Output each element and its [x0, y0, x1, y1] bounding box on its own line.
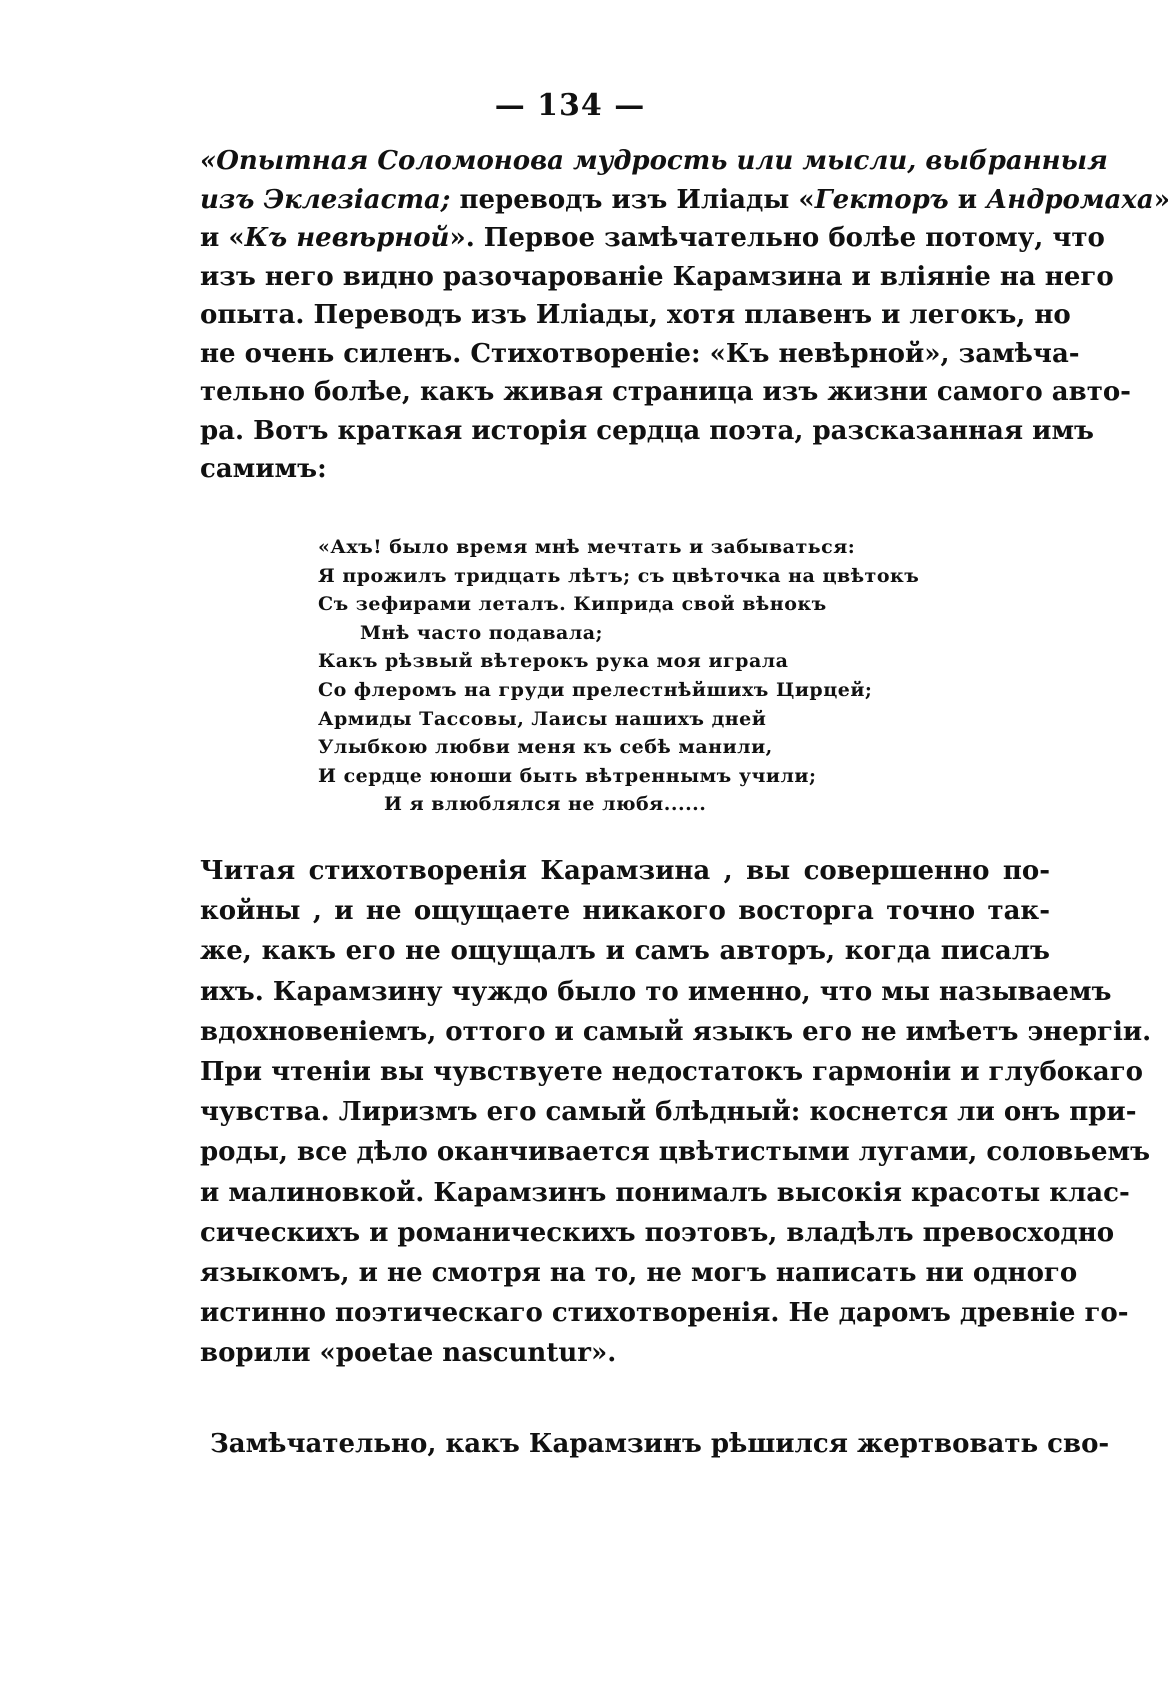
text-line: ихъ. Карамзину чуждо было то именно, что мы называемъ — [200, 976, 1112, 1007]
text-span: тельно болѣе, какъ живая страница изъ жизни самого авто- — [200, 377, 1131, 407]
text-line: сическихъ и романическихъ поэтовъ, владѣлъ превосходно — [200, 1217, 1115, 1248]
italic-title-text: изъ Эклезіаста; — [200, 184, 451, 215]
text-line: койны , и не ощущаете никакого восторга точно так- — [200, 896, 1050, 927]
text-line: же, какъ его не ощущалъ и самъ авторъ, когда писалъ — [200, 936, 1050, 967]
text-span: ра. Вотъ краткая исторія сердца поэта, разсказанная имъ — [200, 415, 1094, 446]
italic-title-text: Андромаха — [986, 184, 1154, 215]
text-line — [200, 453, 1050, 485]
text-line — [200, 299, 1071, 331]
verse-line: Улыбкою любви меня къ себѣ манили, — [318, 736, 773, 759]
text-line — [200, 222, 1105, 254]
verse-line: Какъ рѣзвый вѣтерокъ рука моя играла — [318, 650, 789, 673]
verse-line: «Ахъ! было время мнѣ мечтать и забываться: — [318, 536, 856, 558]
text-line: и малиновкой. Карамзинъ понималъ высокія красоты клас- — [200, 1177, 1130, 1208]
italic-title-text: Гекторъ — [814, 184, 949, 215]
verse-line: Армиды Тассовы, Лаисы нашихъ дней — [318, 707, 767, 730]
text-line: вдохновеніемъ, оттого и самый языкъ его не имѣетъ энергіи. — [200, 1016, 1152, 1047]
text-line: При чтеніи вы чувствуете недостатокъ гармоніи и глубокаго — [200, 1057, 1144, 1087]
text-span: опыта. Переводъ изъ Иліады, хотя плавенъ и легокъ, но — [200, 300, 1071, 330]
page-number: — 134 — — [494, 88, 646, 123]
text-span: не очень силенъ. Стихотвореніе: «Къ невѣрной», замѣча- — [200, 338, 1080, 369]
text-span: ». Первое замѣчательно болѣе потому, что — [449, 223, 1105, 253]
text-span: изъ него видно разочарованіе Карамзина и вліяніе на него — [200, 261, 1114, 292]
text-span: переводъ изъ Иліады « — [450, 184, 815, 215]
text-span: » — [1153, 184, 1170, 215]
text-span: и « — [200, 223, 245, 253]
text-line: Замѣчательно, какъ Карамзинъ рѣшился жертвовать сво- — [210, 1429, 1110, 1459]
text-span: самимъ: — [200, 454, 327, 484]
text-line: истинно поэтическаго стихотворенія. Не даромъ древніе го- — [200, 1298, 1129, 1329]
text-line — [200, 338, 1080, 370]
text-line — [200, 184, 1170, 216]
italic-title-text: «Опытная Соломонова мудрость или мысли, выбранныя — [200, 146, 1108, 176]
verse-line: Я прожилъ тридцать лѣтъ; съ цвѣточка на цвѣтокъ — [318, 564, 920, 587]
italic-title-text: Къ невѣрной — [244, 223, 450, 253]
text-line: языкомъ, и не смотря на то, не могъ написать ни одного — [200, 1258, 1078, 1288]
text-line — [200, 376, 1131, 408]
verse-line: И я влюблялся не любя...... — [384, 793, 707, 816]
text-span: и — [948, 184, 987, 215]
text-line — [200, 415, 1094, 447]
text-line: ворили «poetae nascuntur». — [200, 1338, 617, 1369]
verse-line: Мнѣ часто подавала; — [360, 621, 604, 644]
verse-line: Съ зефирами леталъ. Киприда свой вѣнокъ — [318, 593, 827, 616]
text-line: Читая стихотворенія Карамзина , вы совершенно по- — [200, 856, 1050, 886]
text-line: чувства. Лиризмъ его самый блѣдный: коснется ли онъ при- — [200, 1097, 1137, 1128]
text-line: роды, все дѣло оканчивается цвѣтистыми лугами, соловьемъ — [200, 1137, 1151, 1168]
text-line — [200, 145, 1108, 177]
verse-line: Со флеромъ на груди прелестнѣйшихъ Цирцей; — [318, 679, 873, 701]
text-line — [200, 261, 1114, 293]
verse-line: И сердце юноши быть вѣтреннымъ учили; — [318, 764, 817, 787]
